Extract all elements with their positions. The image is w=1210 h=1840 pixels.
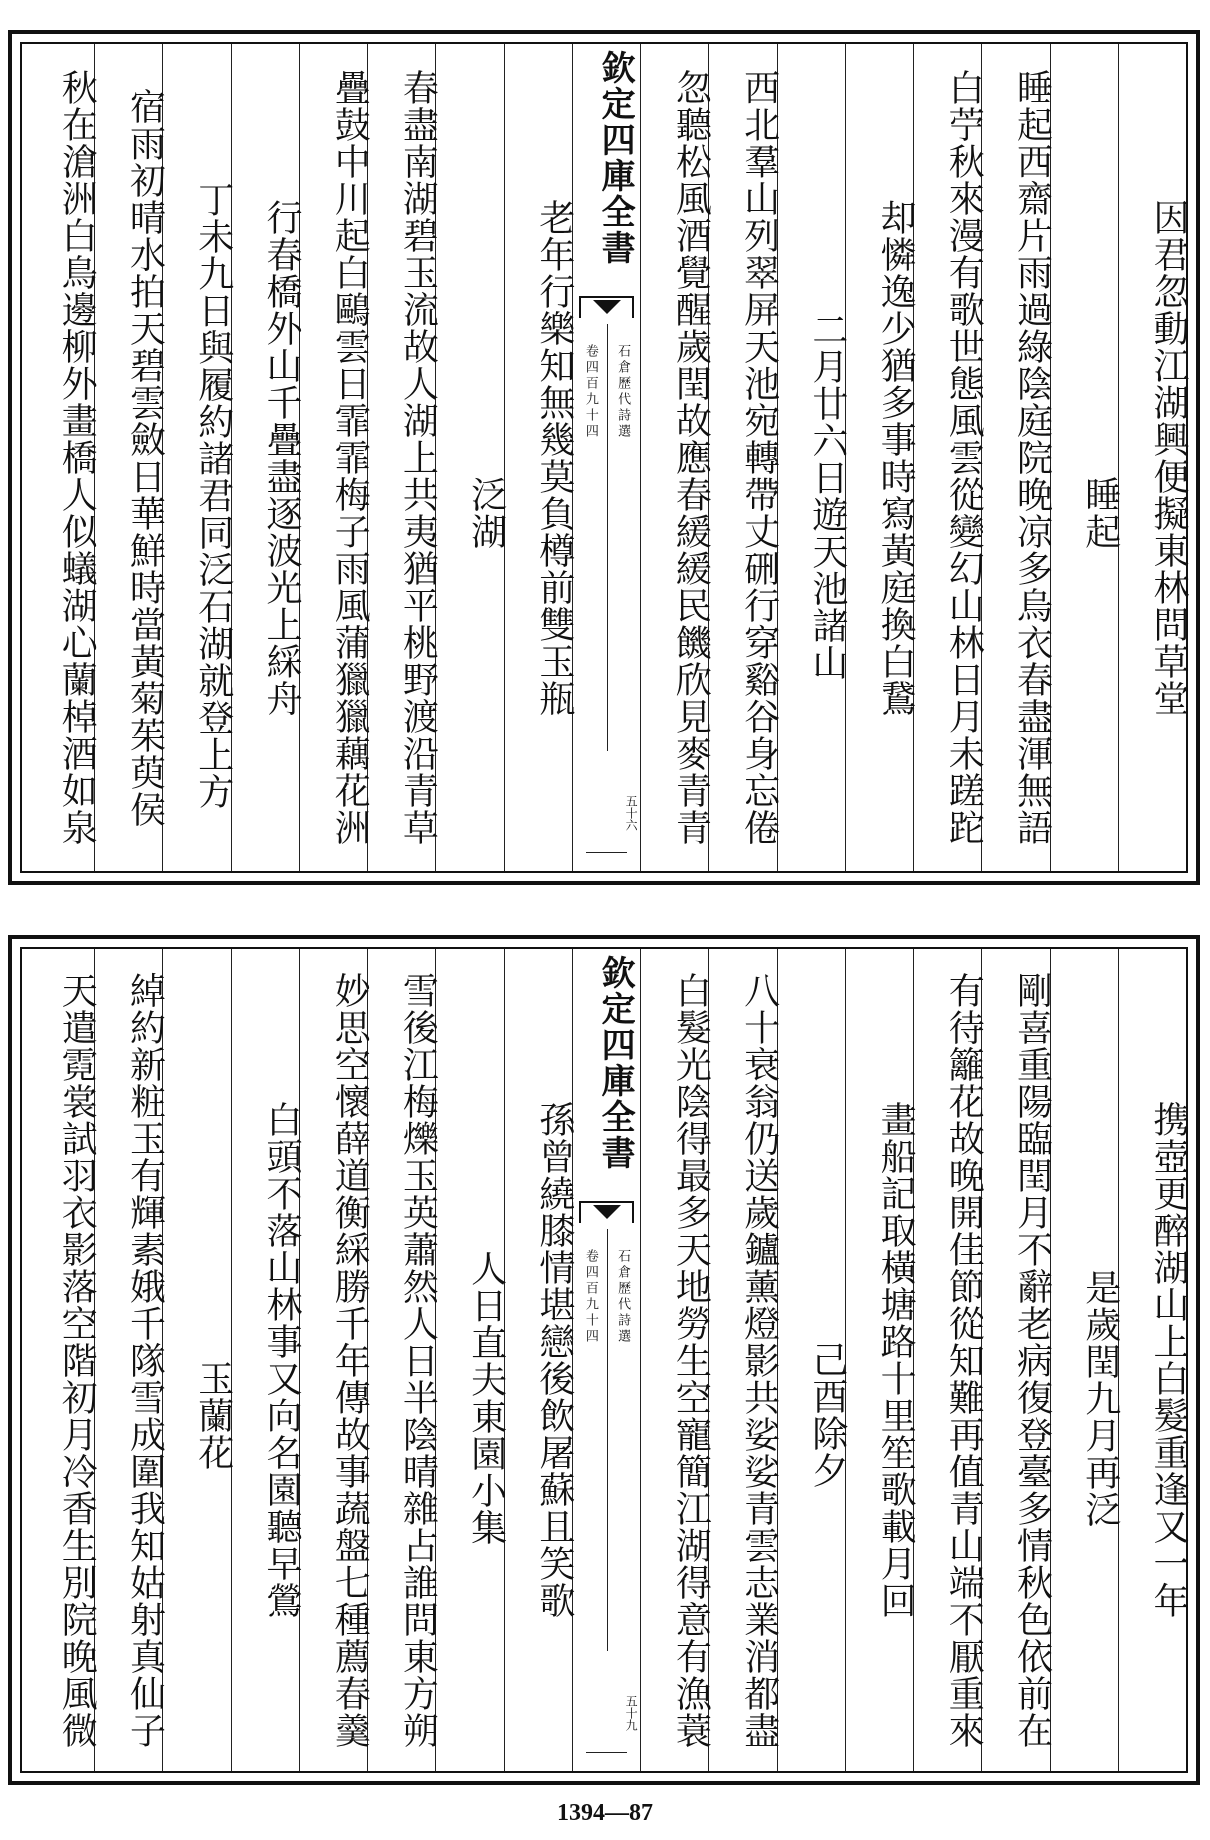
poem-title: 己酉除夕 <box>806 1341 848 1489</box>
text-column <box>435 949 507 1771</box>
verse-line: 携壺更醉湖山上白髮重逢又一年 <box>1148 1101 1189 1619</box>
text-column <box>504 44 575 871</box>
verse-line: 却憐逸少猶多事時寫黃庭換白鵞 <box>875 198 917 717</box>
fold-foot-line <box>586 1752 626 1753</box>
text-column <box>504 949 575 1771</box>
text-column <box>231 949 302 1771</box>
text-column <box>299 44 371 871</box>
text-column <box>1118 44 1189 871</box>
volume-label: 卷四百九十四 <box>582 344 598 440</box>
text-column <box>231 44 302 871</box>
footer-page-number: 1394—87 <box>557 1800 653 1826</box>
text-column <box>777 949 848 1771</box>
verse-line: 宿雨初晴水拍天碧雲斂日華鮮時當黃菊茱萸侯 <box>124 87 166 828</box>
text-column <box>913 44 985 871</box>
verse-line: 因君忽動江湖興便擬東林問草堂 <box>1148 198 1189 717</box>
text-column <box>299 949 371 1771</box>
text-column <box>367 949 439 1771</box>
text-column <box>26 44 98 871</box>
text-column <box>708 44 780 871</box>
text-column <box>26 949 98 1771</box>
center-fold-column <box>572 949 640 1771</box>
verse-line: 白頭不落山林事又向名園聽早鶯 <box>260 1101 302 1619</box>
verse-line: 剛喜重陽臨閏月不辭老病復登臺多情秋色依前在 <box>1011 971 1053 1749</box>
top-page-columns <box>22 44 1189 871</box>
book-title: 石倉歷代詩選 <box>615 1249 631 1345</box>
poem-title: 人日直夫東園小集 <box>465 1250 507 1546</box>
verse-line: 秋在滄洲白鳥邊柳外畫橋人似蟻湖心蘭棹酒如泉 <box>56 69 98 846</box>
bottom-page <box>8 935 1200 1785</box>
verse-line: 西北羣山列翠屏天池宛轉帶丈硎行穿谿谷身忘倦 <box>738 69 780 846</box>
verse-line: 孫曾繞膝情堪戀後飲屠蘇且笑歌 <box>533 1101 575 1619</box>
top-page-frame <box>20 42 1188 873</box>
top-page <box>8 30 1200 885</box>
fold-line <box>607 1229 608 1651</box>
verse-line: 行春橋外山千疊盡逐波光上綵舟 <box>260 198 302 717</box>
verse-line: 疊鼓中川起白鷗雲日霏霏梅子雨風蒲獵獵藕花洲 <box>329 69 371 846</box>
bottom-page-columns <box>22 949 1189 1771</box>
text-column <box>845 44 917 871</box>
leaf-number: 五十九 <box>624 1695 639 1731</box>
bottom-page-frame <box>20 947 1188 1773</box>
volume-label: 卷四百九十四 <box>582 1249 598 1345</box>
center-fold-column <box>572 44 640 871</box>
text-column <box>162 949 234 1771</box>
poem-title: 睡起 <box>1079 475 1121 550</box>
fish-tail-mark <box>579 296 634 318</box>
text-column <box>981 44 1053 871</box>
fold-line <box>607 324 608 751</box>
verse-line: 妙思空懷薛道衡綵勝千年傳故事蔬盤七種薦春羹 <box>329 971 371 1749</box>
banner-title: 欽定四庫全書 <box>595 50 636 266</box>
text-column <box>777 44 848 871</box>
text-column <box>913 949 985 1771</box>
text-column <box>1118 949 1189 1771</box>
poem-title: 玉蘭花 <box>192 1359 234 1471</box>
verse-line: 睡起西齋片雨過綠陰庭院晚凉多烏衣春盡渾無語 <box>1011 69 1053 846</box>
verse-line: 綽約新粧玉有輝素娥千隊雪成圍我知姑射真仙子 <box>124 971 166 1749</box>
text-column <box>981 949 1053 1771</box>
poem-title: 泛湖 <box>465 475 507 550</box>
verse-line: 天遣霓裳試羽衣影落空階初月冷香生別院晚風微 <box>56 971 98 1749</box>
verse-line: 忽聽松風酒覺醒歲閏故應春緩緩民饑欣見麥青青 <box>670 69 712 846</box>
text-column <box>1050 949 1121 1771</box>
text-column <box>845 949 917 1771</box>
poem-title: 是歲閏九月再泛 <box>1079 1268 1121 1528</box>
text-column <box>1050 44 1121 871</box>
text-column <box>640 44 712 871</box>
text-column <box>94 949 166 1771</box>
text-column <box>435 44 507 871</box>
leaf-number: 五十六 <box>624 795 639 831</box>
text-column <box>367 44 439 871</box>
fold-foot-line <box>586 852 626 853</box>
verse-line: 有待籬花故晚開佳節從知難再值青山端不厭重來 <box>943 971 985 1749</box>
poem-title: 丁未九日與履約諸君同泛石湖就登上方 <box>192 181 234 810</box>
verse-line: 雪後江梅爍玉英蕭然人日半陰晴雜占誰問東方朔 <box>397 971 439 1749</box>
poem-title: 二月廿六日遊天池諸山 <box>806 310 848 681</box>
book-title: 石倉歷代詩選 <box>615 344 631 440</box>
verse-line: 白苧秋來漫有歌世態風雲從變幻山林日月未蹉跎 <box>943 69 985 846</box>
text-column <box>162 44 234 871</box>
verse-line: 春盡南湖碧玉流故人湖上共夷猶平桃野渡沿青草 <box>397 69 439 846</box>
text-column <box>640 949 712 1771</box>
banner-title: 欽定四庫全書 <box>595 955 636 1171</box>
text-column <box>94 44 166 871</box>
text-column <box>708 949 780 1771</box>
verse-line: 八十衰翁仍送歲鑪薰燈影共娑娑青雲志業消都盡 <box>738 971 780 1749</box>
verse-line: 白髮光陰得最多天地勞生空寵簡江湖得意有漁蓑 <box>670 971 712 1749</box>
verse-line: 畫船記取橫塘路十里笙歌載月回 <box>875 1101 917 1619</box>
verse-line: 老年行樂知無幾莫負樽前雙玉瓶 <box>533 198 575 717</box>
fish-tail-mark <box>579 1201 634 1223</box>
